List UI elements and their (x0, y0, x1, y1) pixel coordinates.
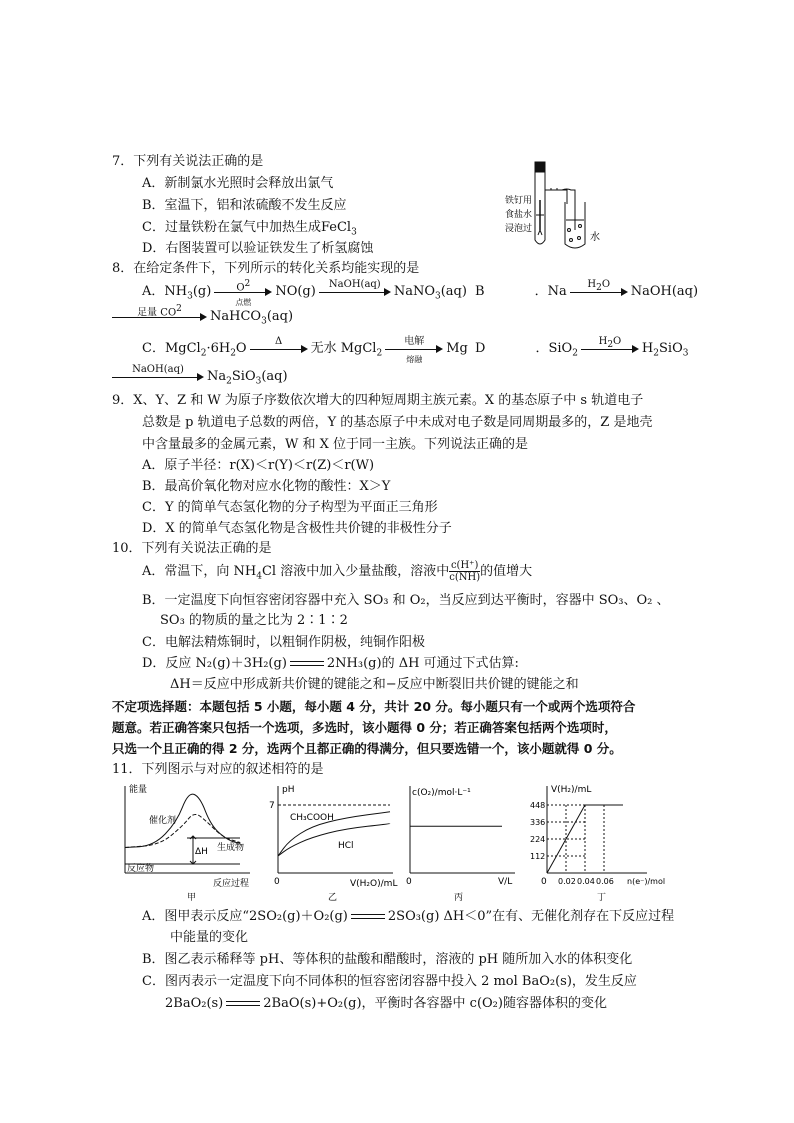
equilibrium-arrow (290, 658, 324, 670)
yi-origin: 0 (274, 877, 280, 887)
yi-series-hcl (278, 824, 390, 856)
ding-ytick: 336 (530, 818, 546, 827)
chart-jia (125, 783, 250, 903)
apparatus-label-2: 食盐水 (505, 210, 533, 220)
ding-ytick: 224 (530, 835, 546, 844)
q10-option-d-2: ΔH＝反应中形成新共价键的键能之和−反应中断裂旧共价键的键能之和 (170, 677, 579, 692)
q7-option-d: D．右图装置可以验证铁发生了析氢腐蚀 (142, 241, 374, 256)
reaction-arrow: NaOH(aq) (319, 283, 391, 300)
reaction-arrow: $H_2O$ (581, 340, 639, 357)
q9-stem-2: 总数是 p 轨道电子总数的两倍，Y 的基态原子中未成对电子数是同周期最多的，Z 是地壳 (142, 415, 653, 430)
q11-stem: 11．下列图示与对应的叙述相符的是 (112, 762, 324, 777)
equilibrium-arrow (351, 911, 385, 923)
yi-ylabel: pH (282, 785, 295, 795)
q10-option-c: C．电解法精炼铜时，以粗铜作阴极，纯铜作阳极 (142, 635, 425, 650)
reaction-arrow: 足量 $CO^2$ (112, 308, 207, 325)
q8-option-c: C．$MgCl_2\cdot 6H_2O$ Δ 无水 MgCl$_2$ 电解 熔融 Mg (142, 336, 468, 364)
yi-xlabel: V(H₂O)/mL (350, 879, 398, 889)
q10-option-b-2: SO₃ 的物质的量之比为 2∶1∶2 (160, 613, 348, 628)
q9-option-a: A．原子半径：r(X)＜r(Y)＜r(Z)＜r(W) (142, 458, 375, 473)
jia-reactant-label: 反应物 (127, 864, 155, 874)
equilibrium-arrow (226, 998, 260, 1010)
q8-option-b: B ．Na $H_2O$ NaOH(aq) (475, 279, 699, 299)
q8-option-d-cont: NaOH(aq) $Na_2SiO_3(aq)$ (112, 368, 288, 391)
q10-option-d-1: D．反应 N₂(g)＋3H₂(g) 2NH₃(g)的 ΔH 可通过下式估算: (142, 656, 519, 671)
chart-bing (406, 786, 515, 903)
jia-product-label: 生成物 (217, 843, 245, 853)
q7-option-c: C．过量铁粉在氯气中加热生成FeCl$_3$ (142, 220, 357, 238)
ding-caption: 丁 (597, 893, 607, 903)
yi-caption: 乙 (328, 893, 338, 903)
ding-xtick: 0.02 (558, 877, 576, 886)
ding-xlabel: n(e⁻)/mol (627, 877, 666, 886)
q10-option-a: A．常温下，向 $NH_4Cl$ 溶液中加入少量盐酸，溶液中 $\frac{c(H^+)}{c(NH)}$ 的值增大 (142, 560, 533, 583)
fraction: $\frac{c(H^+)}{c(NH)}$ (449, 560, 481, 583)
jia-deltaH-label: ΔH (195, 847, 208, 857)
q7-option-b: B．室温下，铝和浓硫酸不发生反应 (142, 198, 347, 213)
ding-ytick: 448 (530, 801, 546, 810)
q8-stem: 8．在给定条件下，下列所示的转化关系均能实现的是 (112, 261, 420, 276)
ding-xtick: 0.04 (577, 877, 595, 886)
jia-series-uncatalyzed (125, 794, 240, 847)
ding-ytick: 112 (530, 852, 546, 861)
section-instructions-2: 题意。若正确答案只包括一个选项，多选时，该小题得 0 分；若正确答案包括两个选项时， (112, 720, 617, 735)
q10-option-b-1: B．一定温度下向恒容密闭容器中充入 SO₃ 和 O₂，当反应到达平衡时，容器中 SO₃、O₂ 、 (142, 593, 670, 608)
reaction-arrow: Δ (250, 340, 308, 357)
bing-origin: 0 (406, 877, 412, 887)
q9-option-b: B．最高价氧化物对应水化物的酸性：X＞Y (142, 479, 391, 494)
bing-ylabel: c(O₂)/mol·L⁻¹ (412, 788, 471, 798)
apparatus-label-1: 铁钉用 (505, 196, 533, 206)
section-instructions-1: 不定项选择题：本题包括 5 小题，每小题 4 分，共计 20 分。每小题只有一个或两个选项符合 (112, 699, 636, 714)
reaction-arrow: $H_2O$ (570, 283, 628, 300)
ding-origin: 0 (541, 877, 547, 887)
yi-hcl-label: HCl (338, 841, 354, 851)
yi-ch3cooh-label: CH₃COOH (290, 813, 334, 823)
reaction-arrow: $O^2$ 点燃 (214, 283, 272, 300)
yi-ytick-7: 7 (269, 801, 275, 811)
q8-option-a: A．$NH_3(g)$ $O^2$ 点燃 NO(g) NaOH(aq) NaNO$_3$(aq) (142, 279, 467, 307)
ding-ylabel: V(H₂)/mL (551, 785, 592, 795)
apparatus-label-water: 水 (590, 232, 600, 243)
stopper-icon (535, 162, 545, 172)
q9-option-d: D．X 的简单气态氢化物是含极性共价键的非极性分子 (142, 521, 452, 536)
reaction-arrow: 电解 熔融 (385, 340, 443, 357)
q11-option-c-2: 2BaO₂(s) 2BaO(s)+O₂(g)，平衡时各容器中 c(O₂)随容器体积的变化 (165, 996, 607, 1011)
apparatus-label-3: 浸泡过 (505, 224, 533, 234)
q9-stem-3: 中含量最多的金属元素，W 和 X 位于同一主族。下列说法正确的是 (142, 437, 529, 452)
q11-charts (115, 778, 690, 903)
section-instructions-3: 只选一个且正确的得 2 分，选两个且都正确的得满分，但只要选错一个，该小题就得 0 分。 (112, 741, 622, 756)
reaction-arrow: NaOH(aq) (112, 368, 204, 385)
q8-option-d: D ．SiO$_2$ $H_2O$ $H_2SiO_3$ (475, 336, 689, 359)
q9-stem-1: 9．X、Y、Z 和 W 为原子序数依次增大的四种短周期主族元素。X 的基态原子中 s 轨道电子 (112, 393, 644, 408)
bing-xlabel: V/L (498, 877, 513, 887)
jia-xlabel: 反应过程 (213, 879, 250, 889)
jia-caption: 甲 (187, 893, 197, 903)
jia-catalyst-label: 催化剂 (149, 816, 177, 826)
ding-xtick: 0.06 (596, 877, 614, 886)
q11-option-b: B．图乙表示稀释等 pH、等体积的盐酸和醋酸时，溶液的 pH 随所加入水的体积变化 (142, 952, 633, 967)
q11-option-c-1: C．图丙表示一定温度下向不同体积的恒容密闭容器中投入 2 mol BaO₂(s)，发生反应 (142, 974, 637, 989)
jia-ylabel: 能量 (129, 785, 148, 795)
q9-option-c: C．Y 的简单气态氢化物的分子构型为平面正三角形 (142, 500, 438, 515)
chart-ding (530, 785, 665, 903)
q10-stem: 10．下列有关说法正确的是 (112, 541, 272, 556)
q7-stem: 7．下列有关说法正确的是 (112, 154, 264, 169)
q8-option-b-cont: 足量 $CO^2$ NaHCO$_3$(aq) (112, 308, 293, 331)
q11-option-a-2: 中能量的变化 (170, 930, 249, 945)
bing-caption: 丙 (454, 893, 464, 903)
q7-apparatus-figure (505, 160, 615, 255)
chart-yi (269, 785, 397, 903)
q11-option-a-1: A．图甲表示反应“2SO₂(g)＋O₂(g) 2SO₃(g) ΔH＜0”在有、无催化剂存在下反应过程 (142, 909, 675, 924)
q7-option-a: A．新制氯水光照时会释放出氯气 (142, 176, 334, 191)
